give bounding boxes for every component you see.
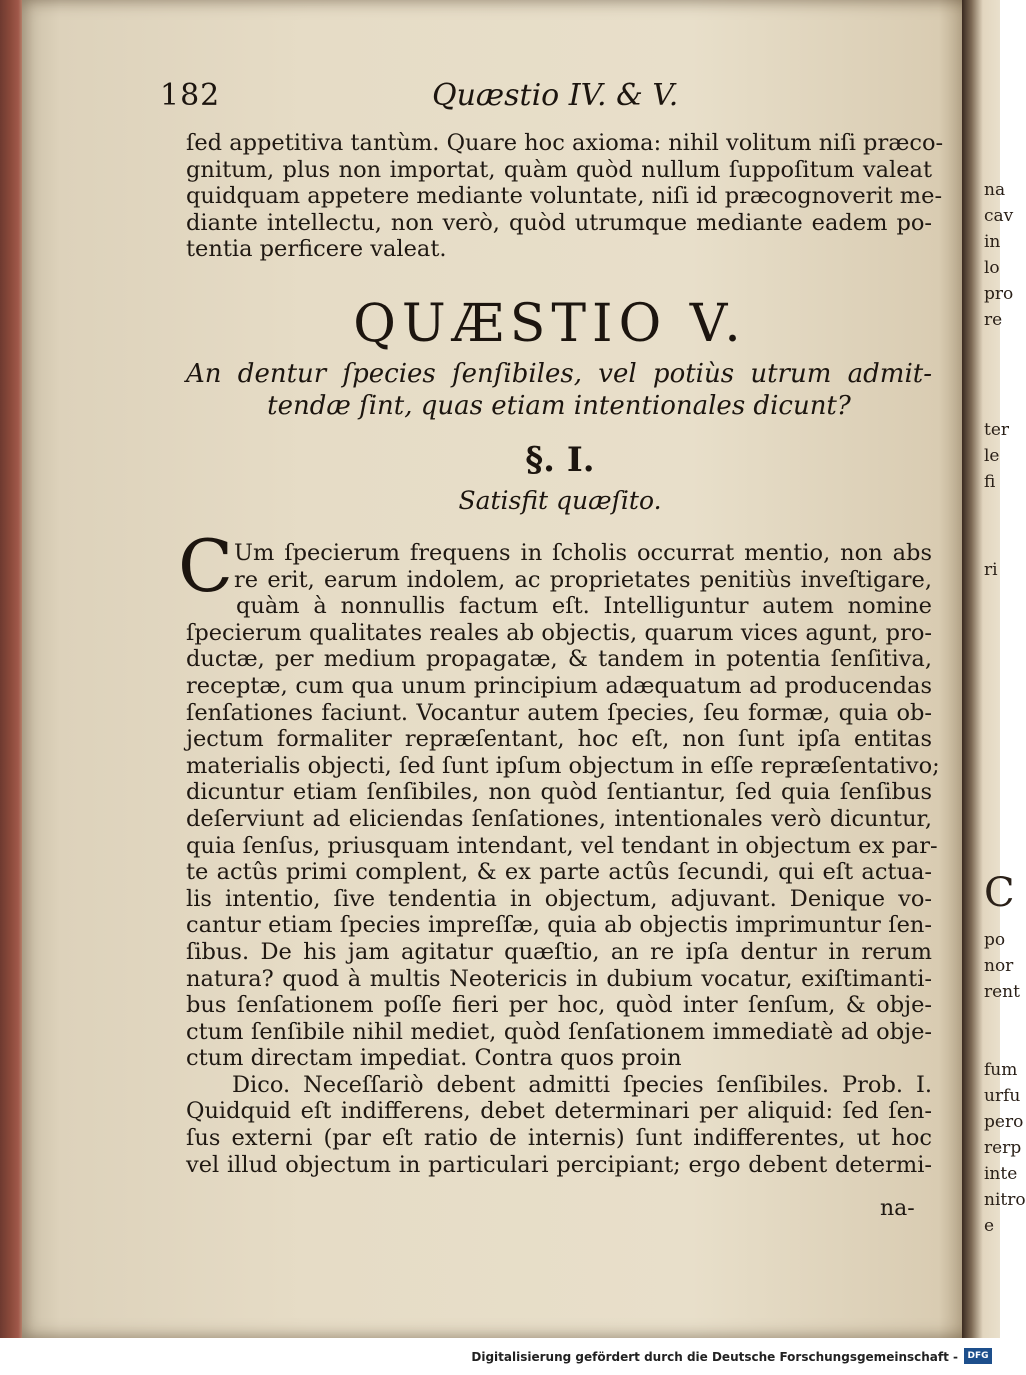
facing-page-fragment: inte (984, 1164, 1018, 1184)
text-line: quidquam appetere mediante voluntate, niſi id præcognoverit me- (186, 183, 943, 210)
question-subtitle (186, 358, 932, 422)
facing-page-fragment: po (984, 930, 1006, 950)
facing-page-fragment: pero (984, 1112, 1024, 1132)
question-title (0, 294, 1003, 354)
text-line: re erit, earum indolem, ac proprietates penitiùs inveſtigare, (234, 566, 932, 593)
text-line: ductæ, per medium propagatæ, & tandem in potentia ſenſitiva, (186, 646, 932, 673)
page-header (160, 78, 960, 118)
facing-page-fragment: C (984, 870, 1015, 916)
catchword: na- (880, 1196, 915, 1221)
text-line: Quidquid eſt indifferens, debet determinari per aliquid: ſed ſen- (186, 1098, 932, 1125)
text-line: materialis objecti, ſed ſunt ipſum objectum in eſſe repræſentativo; (186, 752, 940, 779)
text-line: tentia perficere valeat. (186, 236, 447, 263)
dfg-logo: DFG (964, 1348, 992, 1364)
text-line: Um ſpecierum frequens in ſcholis occurrat mentio, non abs (234, 540, 932, 566)
text-line: natura? quod à multis Neotericis in dubium vocatur, exiſtimanti- (186, 965, 932, 992)
text-line: ſpecierum qualitates reales ab objectis, quarum vices agunt, pro- (186, 619, 932, 646)
text-line: bus ſenſationem poſſe fieri per hoc, quòd inter ſenſum, & obje- (186, 992, 932, 1019)
question-title-text: QUÆSTIO V. (353, 294, 747, 354)
facing-page-fragment: re (984, 310, 1003, 330)
question-subtitle-line: tendæ ſint, quas etiam intentionales dicunt? (267, 391, 851, 421)
text-line: ſus externi (par eſt ratio de internis) ſunt indifferentes, ut hoc (186, 1125, 932, 1152)
facing-page-fragment: nitro (984, 1190, 1026, 1210)
text-line: Dico. Neceſſariò debent admitti ſpecies ſenſibiles. Prob. I. (232, 1071, 932, 1098)
text-line: ſenſationes faciunt. Vocantur autem ſpecies, ſeu formæ, quia ob- (186, 699, 932, 726)
facing-page-edge (962, 0, 1026, 1338)
question-subtitle-line: An dentur ſpecies ſenſibiles, vel potiùs utrum admit- (186, 359, 932, 389)
facing-page-fragment: in (984, 232, 1001, 252)
facing-page-fragment: rent (984, 982, 1020, 1002)
text-line: quàm à nonnullis factum eſt. Intelliguntur autem nomine (236, 593, 932, 620)
facing-page-fragment: fi (984, 472, 996, 492)
funding-credit: Digitalisierung gefördert durch die Deutsche Forschungsgemeinschaft - (471, 1350, 958, 1364)
text-line: ſed appetitiva tantùm. Quare hoc axioma: nihil volitum niſi præco- (186, 130, 944, 156)
footer-bar (0, 1338, 1000, 1375)
text-line: jectum formaliter repræſentant, hoc eſt, non ſunt ipſa entitas (186, 726, 932, 753)
facing-page-fragment: na (984, 180, 1006, 200)
facing-page-fragment: nor (984, 956, 1014, 976)
facing-page-fragment: fum (984, 1060, 1018, 1080)
facing-page-fragment: le (984, 446, 1000, 466)
facing-page-fragment: urfu (984, 1086, 1021, 1106)
text-line: deſerviunt ad eliciendas ſenſationes, intentionales verò dicuntur, (186, 805, 932, 832)
text-line: ſibus. De his jam agitatur quæſtio, an re ipſa dentur in rerum (186, 938, 932, 965)
text-line: cantur etiam ſpecies impreſſæ, quia ab objectis imprimuntur ſen- (186, 912, 932, 939)
page-number: 182 (160, 78, 221, 113)
section-title (0, 486, 1000, 515)
text-line: ctum directam impediat. Contra quos proin (186, 1045, 682, 1072)
text-line: gnitum, plus non importat, quàm quòd nullum ſuppoſitum valeat (186, 156, 932, 183)
drop-cap: C (178, 524, 234, 608)
text-line: receptæ, cum qua unum principium adæquatum ad producendas (186, 672, 932, 699)
opening-paragraph (186, 130, 944, 263)
facing-page-fragment: cav (984, 206, 1014, 226)
text-line: diante intellectu, non verò, quòd utrumque mediante eadem po- (186, 209, 932, 236)
body-text (186, 540, 940, 1178)
text-line: vel illud objectum in particulari percipiant; ergo debent determi- (186, 1151, 932, 1178)
text-line: quia ſenſus, priusquam intendant, vel tendant in objectum ex par- (186, 832, 938, 859)
facing-page-fragment: rerp (984, 1138, 1022, 1158)
facing-page-fragment: lo (984, 258, 1000, 278)
text-line: te actûs primi complent, & ex parte actûs ſecundi, qui eſt actua- (186, 859, 932, 886)
text-line: ctum ſenſibile nihil mediet, quòd ſenſationem immediatè ad obje- (186, 1018, 932, 1045)
running-head: Quæstio IV. & V. (432, 78, 679, 113)
facing-page-fragment: pro (984, 284, 1014, 304)
section-heading (0, 440, 1000, 480)
facing-page-fragment: e (984, 1216, 995, 1236)
section-sign-text: §. I. (525, 440, 595, 480)
text-line: dicuntur etiam ſenſibiles, non quòd ſentiantur, ſed quia ſenſibus (186, 779, 932, 806)
text-line: lis intentio, ſive tendentia in objectum, adjuvant. Denique vo- (186, 885, 932, 912)
facing-page-fragment: ter (984, 420, 1010, 440)
facing-page-fragment: ri (984, 560, 998, 580)
section-title-text: Satisfit quæſito. (458, 486, 662, 515)
